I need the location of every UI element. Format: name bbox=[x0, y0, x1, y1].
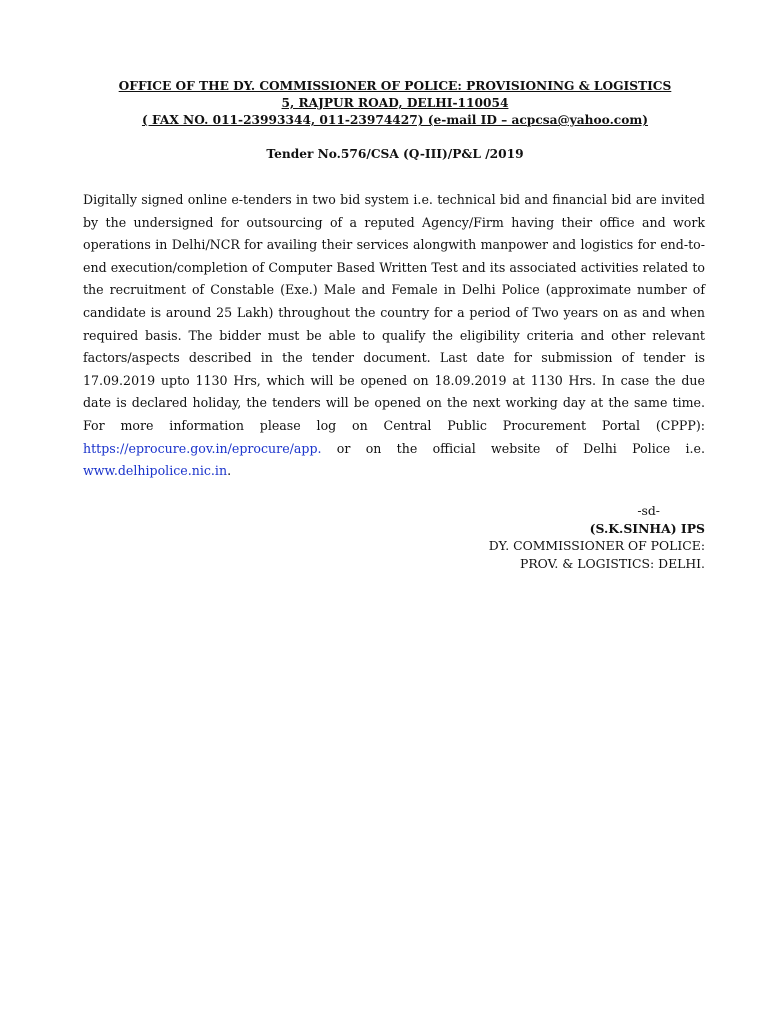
tender-number: Tender No.576/CSA (Q-III)/P&L /2019 bbox=[266, 147, 524, 161]
header-office-title: OFFICE OF THE DY. COMMISSIONER OF POLICE: PROVISIONING & LOGISTICS bbox=[118, 79, 672, 93]
notice-text: Digitally signed online e-tenders in two bid system i.e. technical bid and financial bid are invited by the undersigned for outsourcing of a reputed Agency/Firm having their office and work operations in Delhi/NCR for availing their services alongwith manpower and logistics for end-to-end execution/completion of Computer Based Written Test and its associated activities related to the recruitment of Constable (Exe.) Male and Female in Delhi Police (approximate number of candidate is around 25 Lakh) throughout the country for a period of Two years on as and when required basis. The bidder must be able to qualify the eligibility criteria and other relevant factors/aspects described in the tender document. Last date for submission of tender is 17.09.2019 upto 1130 Hrs, which will be opened on 18.09.2019 at 1130 Hrs. In case the due date is declared holiday, the tenders will be opened on the next working day at the same time. For more information please log on Central Public Procurement Portal (CPPP): bbox=[83, 192, 705, 433]
delhi-police-link[interactable]: www.delhipolice.nic.in bbox=[83, 463, 228, 479]
signatory-name: (S.K.SINHA) IPS bbox=[589, 520, 705, 536]
signature-block bbox=[489, 502, 705, 572]
notice-text-end: . bbox=[227, 463, 232, 479]
header-address: 5, RAJPUR ROAD, DELHI-110054 bbox=[281, 96, 509, 110]
office-header bbox=[70, 78, 720, 129]
notice-body bbox=[83, 189, 705, 483]
signatory-department: PROV. & LOGISTICS: DELHI. bbox=[520, 555, 705, 571]
header-contact: ( FAX NO. 011-23993344, 011-23974427) (e-mail ID – acpcsa@yahoo.com) bbox=[141, 113, 649, 127]
signatory-designation: DY. COMMISSIONER OF POLICE: bbox=[488, 538, 705, 553]
notice-text-mid: or on the official website of Delhi Police i.e. bbox=[321, 440, 705, 456]
signed-mark: -sd- bbox=[637, 503, 660, 518]
eprocure-link[interactable]: https://eprocure.gov.in/eprocure/app. bbox=[83, 440, 322, 456]
